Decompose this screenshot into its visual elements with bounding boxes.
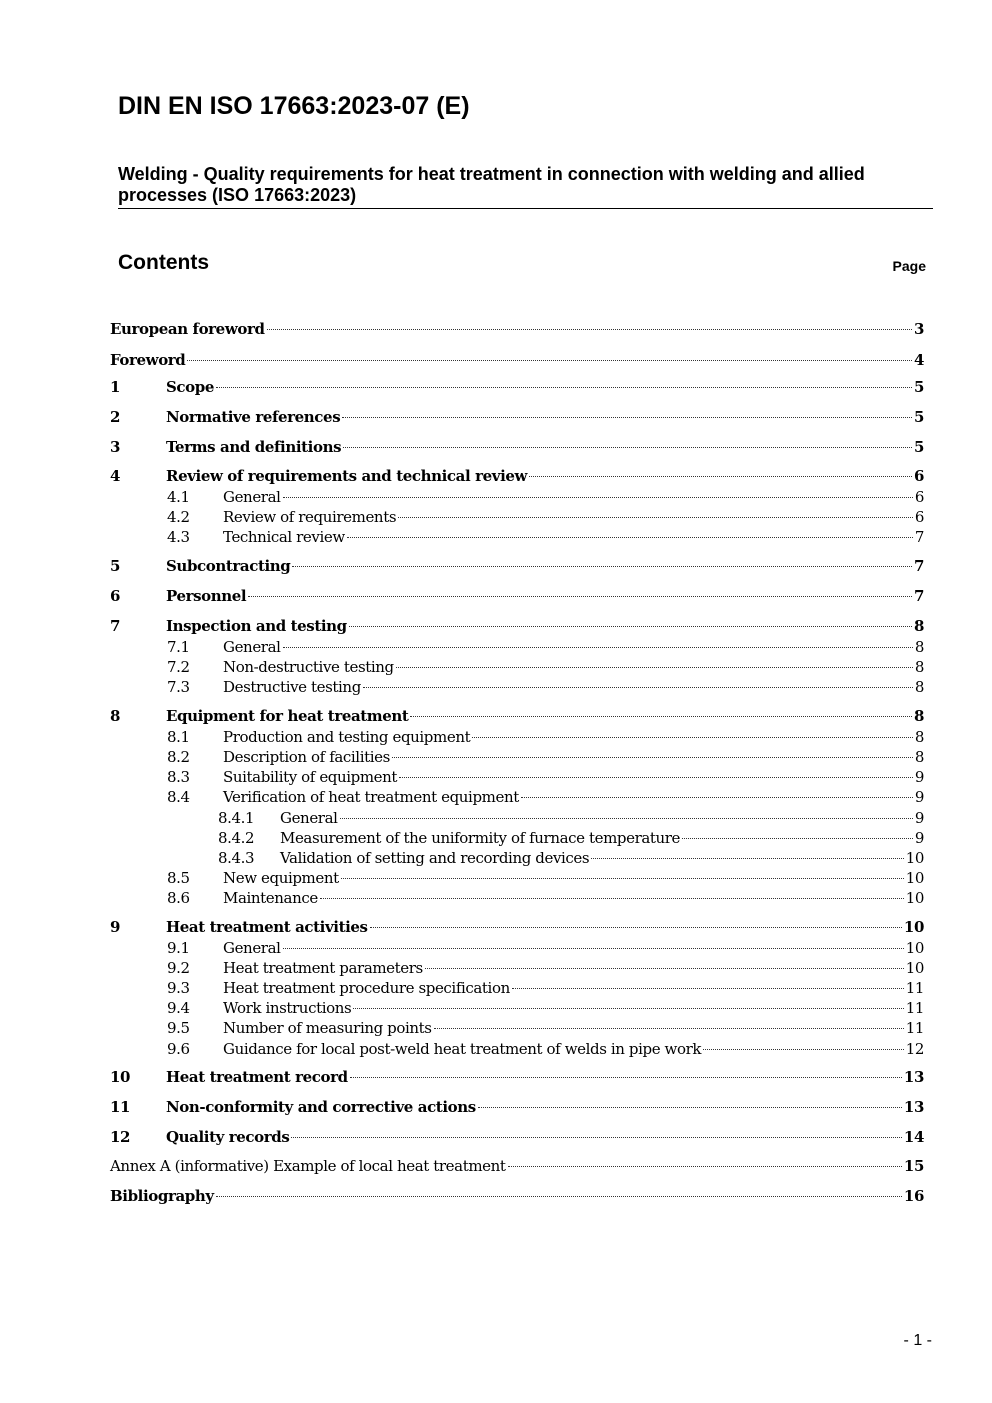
toc-entry-title: General bbox=[223, 638, 281, 656]
dot-leader bbox=[396, 667, 913, 668]
toc-entry-title: Non-destructive testing bbox=[223, 658, 394, 676]
toc-entry-9-5[interactable] bbox=[167, 1018, 924, 1038]
toc-entry-title: Terms and definitions bbox=[166, 438, 342, 456]
dot-leader bbox=[292, 566, 912, 567]
toc-entry-number: 7.1 bbox=[167, 638, 190, 656]
toc-entry-page: 13 bbox=[903, 1098, 924, 1116]
toc-entry-number: 5 bbox=[110, 557, 121, 575]
dot-leader bbox=[512, 988, 904, 989]
toc-entry-page: 10 bbox=[903, 918, 924, 936]
dot-leader bbox=[343, 447, 912, 448]
toc-entry-page: 10 bbox=[905, 939, 924, 957]
dot-leader bbox=[340, 818, 913, 819]
toc-entry-number: 1 bbox=[110, 378, 121, 396]
toc-entry-page: 7 bbox=[913, 587, 924, 605]
toc-entry-number: 4.2 bbox=[167, 508, 190, 526]
toc-entry-page: 4 bbox=[913, 351, 924, 369]
toc-entry-8-4-2[interactable] bbox=[218, 828, 924, 848]
toc-entry-9-3[interactable] bbox=[167, 978, 924, 998]
toc-entry-title: Maintenance bbox=[223, 889, 318, 907]
toc-entry-page: 5 bbox=[913, 408, 924, 426]
toc-entry-number: 8.4 bbox=[167, 788, 190, 806]
toc-entry-title: Normative references bbox=[166, 408, 341, 426]
toc-entry-page: 11 bbox=[905, 979, 924, 997]
dot-leader bbox=[363, 687, 913, 688]
dot-leader bbox=[399, 777, 913, 778]
toc-entry-title: New equipment bbox=[223, 869, 339, 887]
toc-entry-number: 8.2 bbox=[167, 748, 190, 766]
dot-leader bbox=[425, 968, 904, 969]
page-column-label: Page bbox=[892, 258, 926, 274]
toc-entry-title: Heat treatment procedure specification bbox=[223, 979, 510, 997]
toc-entry-title: Destructive testing bbox=[223, 678, 361, 696]
toc-entry-page: 6 bbox=[914, 488, 924, 506]
dot-leader bbox=[478, 1107, 902, 1108]
dot-leader bbox=[341, 878, 904, 879]
toc-entry-number: 9.1 bbox=[167, 939, 190, 957]
toc-entry-title: Description of facilities bbox=[223, 748, 390, 766]
toc-entry-2[interactable] bbox=[110, 407, 924, 427]
toc-entry-annex-a[interactable] bbox=[110, 1156, 924, 1176]
toc-entry-title: Validation of setting and recording devices bbox=[280, 849, 590, 867]
toc-entry-number: 8.4.3 bbox=[218, 849, 255, 867]
toc-entry-title: Foreword bbox=[110, 351, 186, 369]
dot-leader bbox=[347, 537, 913, 538]
dot-leader bbox=[392, 757, 913, 758]
toc-entry-number: 11 bbox=[110, 1098, 131, 1116]
toc-entry-4-1[interactable] bbox=[167, 487, 924, 507]
toc-entry-page: 8 bbox=[913, 617, 924, 635]
toc-entry-number: 9.3 bbox=[167, 979, 190, 997]
toc-entry-page: 9 bbox=[914, 829, 924, 847]
toc-entry-page: 8 bbox=[914, 638, 924, 656]
toc-entry-bibliography[interactable] bbox=[110, 1186, 924, 1206]
dot-leader bbox=[283, 948, 904, 949]
toc-entry-page: 9 bbox=[914, 788, 924, 806]
toc-entry-page: 16 bbox=[903, 1187, 924, 1205]
toc-entry-title: General bbox=[280, 809, 338, 827]
dot-leader bbox=[472, 737, 913, 738]
toc-entry-number: 8.4.1 bbox=[218, 809, 255, 827]
toc-entry-title: Measurement of the uniformity of furnace temperature bbox=[280, 829, 681, 847]
toc-entry-number: 4 bbox=[110, 467, 121, 485]
toc-entry-page: 13 bbox=[903, 1068, 924, 1086]
toc-entry-7-2[interactable] bbox=[167, 657, 924, 677]
toc-entry-10[interactable] bbox=[110, 1067, 924, 1087]
toc-entry-title: General bbox=[223, 488, 281, 506]
toc-entry-page: 12 bbox=[905, 1040, 924, 1058]
toc-entry-page: 9 bbox=[914, 809, 924, 827]
toc-entry-number: 2 bbox=[110, 408, 121, 426]
toc-entry-number: 8.5 bbox=[167, 869, 190, 887]
toc-entry-8-5[interactable] bbox=[167, 868, 924, 888]
toc-entry-page: 11 bbox=[905, 999, 924, 1017]
dot-leader bbox=[703, 1049, 904, 1050]
dot-leader bbox=[283, 497, 913, 498]
toc-entry-number: 7.3 bbox=[167, 678, 190, 696]
toc-entry-title: Heat treatment activities bbox=[166, 918, 368, 936]
dot-leader bbox=[350, 1077, 902, 1078]
toc-entry-title: European foreword bbox=[110, 320, 265, 338]
toc-entry-7-3[interactable] bbox=[167, 677, 924, 697]
toc-entry-title: Personnel bbox=[166, 587, 247, 605]
dot-leader bbox=[591, 858, 903, 859]
toc-entry-7[interactable] bbox=[110, 616, 924, 636]
toc-entry-number: 9 bbox=[110, 918, 121, 936]
dot-leader bbox=[349, 626, 912, 627]
dot-leader bbox=[216, 1196, 902, 1197]
toc-entry-4-2[interactable] bbox=[167, 507, 924, 527]
toc-entry-title: General bbox=[223, 939, 281, 957]
dot-leader bbox=[187, 360, 912, 361]
toc-entry-page: 9 bbox=[914, 768, 924, 786]
toc-entry-page: 10 bbox=[905, 959, 924, 977]
toc-entry-number: 3 bbox=[110, 438, 121, 456]
toc-entry-number: 8.3 bbox=[167, 768, 190, 786]
document-title: Welding - Quality requirements for heat treatment in connection with welding and allied processes (ISO 17663:2023) bbox=[118, 164, 933, 209]
toc-entry-page: 15 bbox=[903, 1157, 924, 1175]
toc-entry-11[interactable] bbox=[110, 1097, 924, 1117]
toc-entry-12[interactable] bbox=[110, 1127, 924, 1147]
toc-entry-4[interactable] bbox=[110, 466, 924, 486]
toc-entry-title: Work instructions bbox=[223, 999, 352, 1017]
toc-entry-title: Heat treatment parameters bbox=[223, 959, 423, 977]
toc-entry-6[interactable] bbox=[110, 586, 924, 606]
dot-leader bbox=[283, 647, 913, 648]
dot-leader bbox=[410, 716, 911, 717]
toc-entry-title: Annex A (informative) Example of local heat treatment bbox=[110, 1157, 506, 1175]
toc-entry-european-foreword[interactable] bbox=[110, 319, 924, 339]
toc-entry-title: Review of requirements and technical review bbox=[166, 467, 528, 485]
toc-entry-7-1[interactable] bbox=[167, 637, 924, 657]
toc-entry-8-3[interactable] bbox=[167, 767, 924, 787]
dot-leader bbox=[398, 517, 913, 518]
toc-entry-8-1[interactable] bbox=[167, 727, 924, 747]
dot-leader bbox=[248, 596, 912, 597]
toc-entry-page: 10 bbox=[905, 889, 924, 907]
toc-entry-page: 5 bbox=[913, 378, 924, 396]
toc-entry-9-6[interactable] bbox=[167, 1039, 924, 1059]
toc-entry-8-4-1[interactable] bbox=[218, 808, 924, 828]
toc-entry-8-6[interactable] bbox=[167, 888, 924, 908]
toc-entry-9-2[interactable] bbox=[167, 958, 924, 978]
toc-entry-page: 8 bbox=[914, 678, 924, 696]
toc-entry-3[interactable] bbox=[110, 437, 924, 457]
toc-entry-page: 10 bbox=[905, 869, 924, 887]
toc-entry-title: Technical review bbox=[223, 528, 345, 546]
toc-entry-number: 9.6 bbox=[167, 1040, 190, 1058]
toc-entry-page: 8 bbox=[914, 658, 924, 676]
toc-entry-4-3[interactable] bbox=[167, 527, 924, 547]
toc-entry-number: 7 bbox=[110, 617, 121, 635]
toc-entry-number: 10 bbox=[110, 1068, 131, 1086]
toc-entry-number: 8.1 bbox=[167, 728, 190, 746]
dot-leader bbox=[216, 387, 912, 388]
page-number: - 1 - bbox=[903, 1332, 932, 1349]
toc-entry-9[interactable] bbox=[110, 917, 924, 937]
toc-entry-9-4[interactable] bbox=[167, 998, 924, 1018]
toc-entry-foreword[interactable] bbox=[110, 350, 924, 370]
toc-entry-title: Subcontracting bbox=[166, 557, 291, 575]
toc-entry-number: 12 bbox=[110, 1128, 131, 1146]
toc-entry-8[interactable] bbox=[110, 706, 924, 726]
toc-entry-title: Inspection and testing bbox=[166, 617, 347, 635]
dot-leader bbox=[682, 838, 913, 839]
document-designation: DIN EN ISO 17663:2023-07 (E) bbox=[118, 92, 470, 120]
toc-entry-number: 7.2 bbox=[167, 658, 190, 676]
toc-entry-page: 6 bbox=[914, 508, 924, 526]
dot-leader bbox=[267, 329, 912, 330]
toc-entry-page: 8 bbox=[914, 728, 924, 746]
toc-entry-9-1[interactable] bbox=[167, 938, 924, 958]
toc-entry-page: 10 bbox=[905, 849, 924, 867]
toc-entry-page: 14 bbox=[903, 1128, 924, 1146]
dot-leader bbox=[521, 797, 913, 798]
toc-entry-title: Suitability of equipment bbox=[223, 768, 398, 786]
toc-entry-8-4-3[interactable] bbox=[218, 848, 924, 868]
dot-leader bbox=[434, 1028, 904, 1029]
toc-entry-title: Guidance for local post-weld heat treatment of welds in pipe work bbox=[223, 1040, 702, 1058]
contents-heading: Contents bbox=[118, 251, 209, 274]
toc-entry-page: 3 bbox=[913, 320, 924, 338]
toc-entry-number: 8.6 bbox=[167, 889, 190, 907]
toc-entry-title: Production and testing equipment bbox=[223, 728, 471, 746]
toc-entry-8-4[interactable] bbox=[167, 787, 924, 807]
toc-entry-title: Review of requirements bbox=[223, 508, 397, 526]
dot-leader bbox=[370, 927, 902, 928]
toc-entry-page: 6 bbox=[913, 467, 924, 485]
toc-entry-5[interactable] bbox=[110, 556, 924, 576]
toc-entry-number: 9.4 bbox=[167, 999, 190, 1017]
dot-leader bbox=[353, 1008, 903, 1009]
toc-entry-title: Equipment for heat treatment bbox=[166, 707, 409, 725]
toc-entry-page: 7 bbox=[913, 557, 924, 575]
toc-entry-title: Quality records bbox=[166, 1128, 290, 1146]
toc-entry-8-2[interactable] bbox=[167, 747, 924, 767]
toc-entry-title: Heat treatment record bbox=[166, 1068, 348, 1086]
dot-leader bbox=[342, 417, 912, 418]
toc-entry-page: 8 bbox=[913, 707, 924, 725]
toc-entry-page: 8 bbox=[914, 748, 924, 766]
toc-entry-number: 9.5 bbox=[167, 1019, 190, 1037]
toc-entry-page: 11 bbox=[905, 1019, 924, 1037]
dot-leader bbox=[320, 898, 904, 899]
toc-entry-title: Bibliography bbox=[110, 1187, 214, 1205]
toc-entry-1[interactable] bbox=[110, 377, 924, 397]
toc-entry-number: 8.4.2 bbox=[218, 829, 255, 847]
toc-entry-number: 9.2 bbox=[167, 959, 190, 977]
toc-entry-title: Verification of heat treatment equipment bbox=[223, 788, 519, 806]
toc-entry-number: 8 bbox=[110, 707, 121, 725]
toc-entry-title: Non-conformity and corrective actions bbox=[166, 1098, 476, 1116]
toc-entry-title: Scope bbox=[166, 378, 215, 396]
dot-leader bbox=[508, 1166, 902, 1167]
toc-entry-title: Number of measuring points bbox=[223, 1019, 432, 1037]
toc-entry-page: 5 bbox=[913, 438, 924, 456]
dot-leader bbox=[529, 476, 912, 477]
toc-entry-page: 7 bbox=[914, 528, 924, 546]
toc-entry-number: 4.3 bbox=[167, 528, 190, 546]
toc-entry-number: 6 bbox=[110, 587, 121, 605]
toc-entry-number: 4.1 bbox=[167, 488, 190, 506]
dot-leader bbox=[291, 1137, 902, 1138]
